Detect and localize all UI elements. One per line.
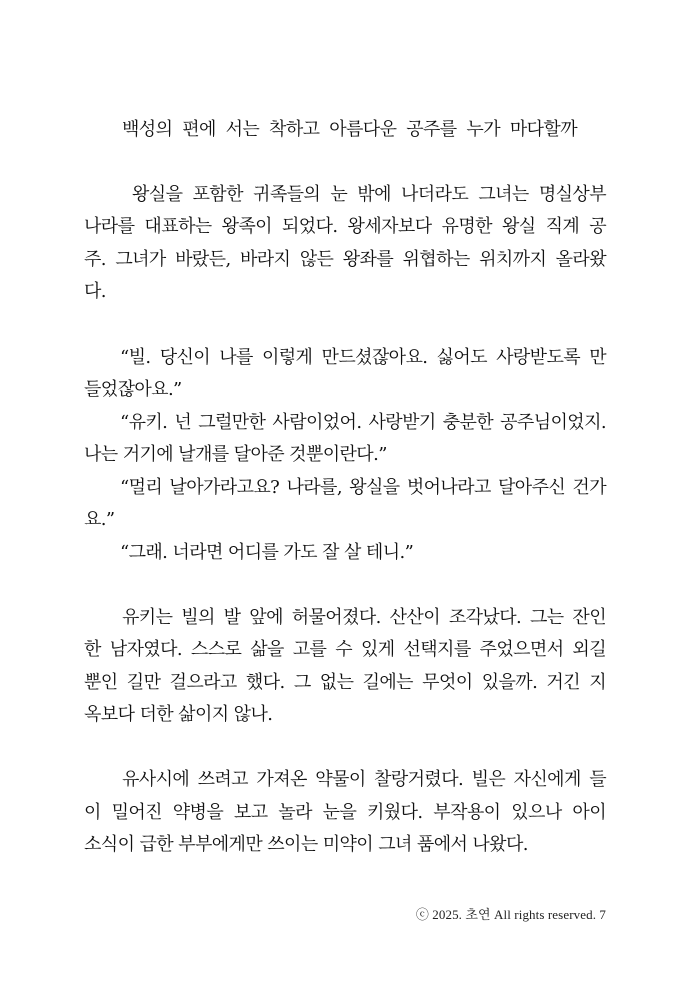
page-footer: ⓒ 2025. 초연 All rights reserved. 7 xyxy=(415,907,606,922)
body-line: 다. xyxy=(84,281,106,302)
body-line: 뿐인 길만 걸으라고 했다. 그 없는 길에는 무엇이 있을까. 거긴 지 xyxy=(84,672,606,693)
body-line: 유사시에 쓰려고 가져온 약물이 찰랑거렸다. 빌은 자신에게 들 xyxy=(122,769,606,790)
dialogue-line: 들었잖아요.” xyxy=(84,379,182,400)
dialogue-line: “멀리 날아가라고요? 나라를, 왕실을 벗어나라고 달아주신 건가 xyxy=(120,477,606,498)
body-line: 나라를 대표하는 왕족이 되었다. 왕세자보다 유명한 왕실 직계 공 xyxy=(84,216,606,237)
dialogue-line: “유키. 넌 그럴만한 사람이었어. 사랑받기 충분한 공주님이었지. xyxy=(120,412,606,433)
body-line: 유키는 빌의 발 앞에 허물어졌다. 산산이 조각났다. 그는 잔인 xyxy=(122,607,606,628)
body-line: 주. 그녀가 바랐든, 바라지 않든 왕좌를 위협하는 위치까지 올라왔 xyxy=(84,249,606,270)
body-line: 백성의 편에 서는 착하고 아름다운 공주를 누가 마다할까 xyxy=(122,119,577,140)
dialogue-line: 나는 거기에 날개를 달아준 것뿐이란다.” xyxy=(84,444,387,465)
dialogue-line: “그래. 너라면 어디를 가도 잘 살 테니.” xyxy=(120,542,414,563)
dialogue-line: 요.” xyxy=(84,509,115,530)
body-line: 옥보다 더한 삶이지 않나. xyxy=(84,704,273,725)
body-line: 한 남자였다. 스스로 삶을 고를 수 있게 선택지를 주었으면서 외길 xyxy=(84,639,606,660)
body-line: 왕실을 포함한 귀족들의 눈 밖에 나더라도 그녀는 명실상부 xyxy=(132,184,606,205)
dialogue-line: “빌. 당신이 나를 이렇게 만드셨잖아요. 싫어도 사랑받도록 만 xyxy=(120,347,606,368)
body-line: 이 밀어진 약병을 보고 놀라 눈을 키웠다. 부작용이 있으나 아이 xyxy=(84,802,606,823)
body-line: 소식이 급한 부부에게만 쓰이는 미약이 그녀 품에서 나왔다. xyxy=(84,834,528,855)
